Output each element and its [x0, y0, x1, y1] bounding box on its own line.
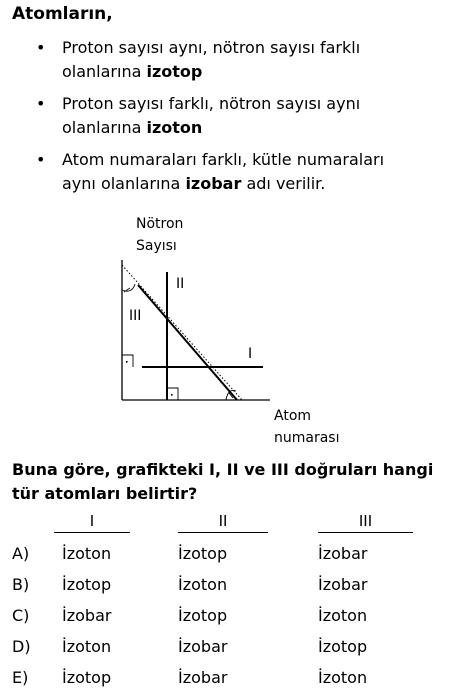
- line-label-II: II: [176, 276, 185, 292]
- term-izotop: izotop: [146, 62, 203, 81]
- option-cell-III: İzobar: [318, 575, 368, 594]
- right-angle-dot: [126, 361, 128, 363]
- option-B[interactable]: [12, 575, 457, 605]
- bullet-line-pre: olanlarına: [62, 118, 147, 137]
- option-cell-II: İzotop: [178, 544, 228, 563]
- bullet-line: Proton sayısı aynı, nötron sayısı farklı: [62, 38, 361, 57]
- line-III: [138, 285, 237, 400]
- intro-title: Atomların,: [12, 4, 113, 24]
- bullet-dot-icon: •: [36, 150, 46, 169]
- question-line: Buna göre, grafikteki I, II ve III doğruları hangi: [12, 460, 434, 479]
- option-cell-I: İzotop: [62, 668, 112, 687]
- option-cell-III: İzobar: [318, 544, 368, 563]
- line-label-III: III: [129, 308, 142, 324]
- option-letter: D): [12, 637, 31, 656]
- option-cell-II: İzotop: [178, 606, 228, 625]
- option-E[interactable]: [12, 668, 457, 698]
- column-header-I: I: [54, 512, 130, 533]
- option-cell-I: İzobar: [62, 606, 112, 625]
- bullet-dot-icon: •: [36, 94, 46, 113]
- bullet-line-pre: aynı olanlarına: [62, 174, 186, 193]
- option-D[interactable]: [12, 637, 457, 667]
- option-cell-III: İzoton: [318, 606, 368, 625]
- column-header-II: II: [178, 512, 268, 533]
- question-text: [12, 458, 457, 506]
- bullet-dot-icon: •: [36, 38, 46, 57]
- angle-arc-mark: [122, 284, 135, 291]
- bullet-line: Atom numaraları farklı, kütle numaraları: [62, 150, 385, 169]
- option-A[interactable]: [12, 544, 457, 574]
- option-cell-II: İzobar: [178, 637, 228, 656]
- x-axis-label: Atom: [274, 408, 312, 424]
- bullet-line-post: adı verilir.: [241, 174, 326, 193]
- x-axis-label: numarası: [274, 430, 340, 446]
- term-izoton: izoton: [146, 118, 203, 137]
- option-cell-II: İzobar: [178, 668, 228, 687]
- right-angle-dot: [171, 394, 173, 396]
- term-izobar: izobar: [185, 174, 242, 193]
- column-header-III: III: [318, 512, 413, 533]
- option-letter: A): [12, 544, 30, 563]
- bullet-line-pre: olanlarına: [62, 62, 147, 81]
- y-axis-label: Sayısı: [136, 238, 177, 254]
- option-cell-II: İzoton: [178, 575, 228, 594]
- option-letter: E): [12, 668, 29, 687]
- option-cell-I: İzotop: [62, 575, 112, 594]
- option-C[interactable]: [12, 606, 457, 636]
- option-cell-I: İzoton: [62, 637, 112, 656]
- y-axis-label: Nötron: [136, 216, 184, 232]
- question-line: tür atomları belirtir?: [12, 484, 198, 503]
- nucleon-graph: [110, 210, 370, 450]
- option-cell-III: İzotop: [318, 637, 368, 656]
- option-letter: B): [12, 575, 30, 594]
- option-letter: C): [12, 606, 30, 625]
- line-label-I: I: [248, 346, 253, 362]
- bullet-line: Proton sayısı farklı, nötron sayısı aynı: [62, 94, 361, 113]
- option-cell-III: İzoton: [318, 668, 368, 687]
- option-cell-I: İzoton: [62, 544, 112, 563]
